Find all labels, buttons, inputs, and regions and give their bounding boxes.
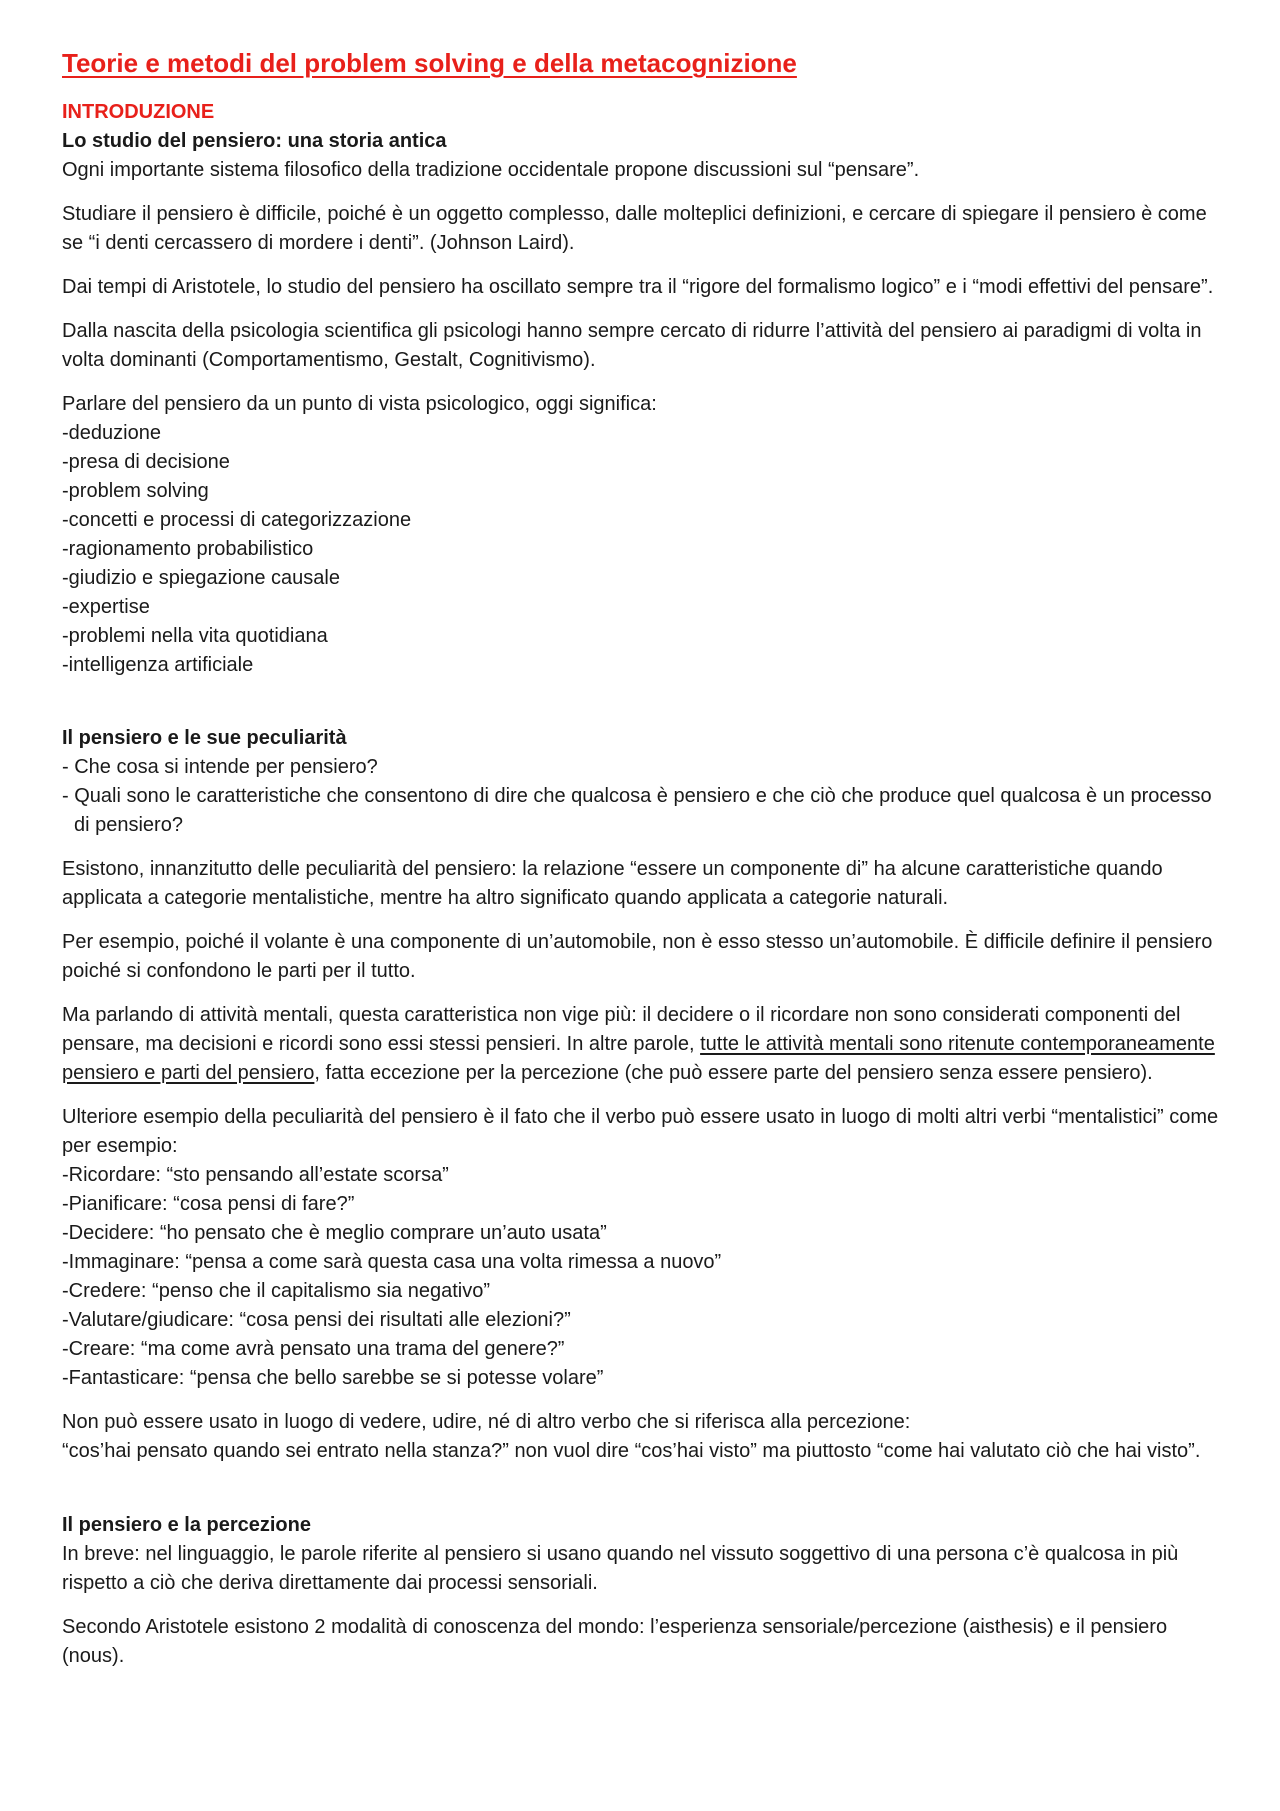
list-item: -problemi nella vita quotidiana — [62, 625, 328, 647]
list-item: -deduzione — [62, 422, 161, 444]
paragraph-volante: Per esempio, poiché il volante è una componente di un’automobile, non è esso stesso un’automobile. È difficile definire il pensiero poiché si confondono le parti per il tutto. — [62, 931, 1213, 982]
underlined-text: tutte le attività mentali sono ritenute contemporaneamente pensiero e parti del pensiero — [62, 1033, 1215, 1084]
list-item: -giudizio e spiegazione causale — [62, 567, 340, 589]
document-title: Teorie e metodi del problem solving e della metacognizione — [62, 48, 797, 78]
paragraph-in-breve: In breve: nel linguaggio, le parole riferite al pensiero si usano quando nel vissuto soggettivo di una persona c’è qualcosa in più rispetto a ciò che deriva direttamente dai processi sensoriali. — [62, 1543, 1179, 1594]
questions-list — [62, 753, 1232, 840]
text-run: Ma parlando di attività mentali, questa caratteristica non vige più: il decidere o il ricordare non sono considerati componenti del pensare, ma decisioni e ricordi sono essi stessi pensieri. In altre parole, — [62, 1004, 1181, 1055]
text-line: “cos’hai pensato quando sei entrato nella stanza?” non vuol dire “cos’hai visto” ma piuttosto “come hai valutato ciò che hai visto”. — [62, 1440, 1201, 1462]
list-item: -intelligenza artificiale — [62, 654, 254, 676]
section-spacer — [62, 680, 1232, 724]
topics-list — [62, 419, 1232, 680]
list-item: -Credere: “penso che il capitalismo sia negativo” — [62, 1280, 490, 1302]
paragraph-attivita-mentali — [62, 1001, 1232, 1088]
paragraph-aristotele-conoscenza: Secondo Aristotele esistono 2 modalità di conoscenza del mondo: l’esperienza sensoriale/percezione (aisthesis) e il pensiero (nous). — [62, 1616, 1168, 1667]
section-label-introduzione: INTRODUZIONE — [62, 101, 215, 123]
list-item: -Immaginare: “pensa a come sarà questa casa una volta rimessa a nuovo” — [62, 1251, 722, 1273]
list-intro: Parlare del pensiero da un punto di vista psicologico, oggi significa: — [62, 393, 657, 415]
paragraph-difficolta: Studiare il pensiero è difficile, poiché è un oggetto complesso, dalle molteplici definizioni, e cercare di spiegare il pensiero è come se “i denti cercassero di mordere i denti”. (Johnson Laird). — [62, 203, 1207, 254]
paragraph-percezione-verbi — [62, 1408, 1232, 1466]
heading-peculiarita: Il pensiero e le sue peculiarità — [62, 727, 347, 749]
paragraph-intro: Ogni importante sistema filosofico della tradizione occidentale propone discussioni sul “pensare”. — [62, 159, 920, 181]
list-item: - Che cosa si intende per pensiero? — [62, 756, 378, 778]
list-item: - Quali sono le caratteristiche che consentono di dire che qualcosa è pensiero e che ciò che produce quel qualcosa è un processo di pensiero? — [62, 785, 1212, 836]
paragraph-verbi-intro: Ulteriore esempio della peculiarità del pensiero è il fato che il verbo può essere usato in luogo di molti altri verbi “mentalistici” come per esempio: — [62, 1106, 1219, 1157]
list-item: -ragionamento probabilistico — [62, 538, 314, 560]
paragraph-aristotele: Dai tempi di Aristotele, lo studio del pensiero ha oscillato sempre tra il “rigore del formalismo logico” e i “modi effettivi del pensare”. — [62, 276, 1214, 298]
list-item: -problem solving — [62, 480, 209, 502]
list-item: -presa di decisione — [62, 451, 230, 473]
document-page — [62, 46, 1232, 1686]
verbs-list — [62, 1161, 1232, 1393]
text-run: , fatta eccezione per la percezione (che può essere parte del pensiero senza essere pensiero). — [314, 1062, 1153, 1084]
section-spacer — [62, 1481, 1232, 1511]
list-item: -Creare: “ma come avrà pensato una trama del genere?” — [62, 1338, 565, 1360]
heading-storia-antica: Lo studio del pensiero: una storia antica — [62, 130, 447, 152]
list-item: -Decidere: “ho pensato che è meglio comprare un’auto usata” — [62, 1222, 607, 1244]
list-item: -Fantasticare: “pensa che bello sarebbe se si potesse volare” — [62, 1367, 604, 1389]
list-item: -expertise — [62, 596, 150, 618]
list-item: -Pianificare: “cosa pensi di fare?” — [62, 1193, 355, 1215]
paragraph-psicologia: Dalla nascita della psicologia scientifica gli psicologi hanno sempre cercato di ridurre l’attività del pensiero ai paradigmi di volta in volta dominanti (Comportamentismo, Gestalt, Cognitivismo). — [62, 320, 1202, 371]
paragraph-peculiarita: Esistono, innanzitutto delle peculiarità del pensiero: la relazione “essere un componente di” ha alcune caratteristiche quando applicata a categorie mentalistiche, mentre ha altro significato quando applicata a categorie naturali. — [62, 858, 1163, 909]
list-item: -Ricordare: “sto pensando all’estate scorsa” — [62, 1164, 449, 1186]
list-item: -concetti e processi di categorizzazione — [62, 509, 412, 531]
text-line: Non può essere usato in luogo di vedere, udire, né di altro verbo che si riferisca alla percezione: — [62, 1411, 911, 1433]
heading-percezione: Il pensiero e la percezione — [62, 1514, 311, 1536]
list-item: -Valutare/giudicare: “cosa pensi dei risultati alle elezioni?” — [62, 1309, 571, 1331]
